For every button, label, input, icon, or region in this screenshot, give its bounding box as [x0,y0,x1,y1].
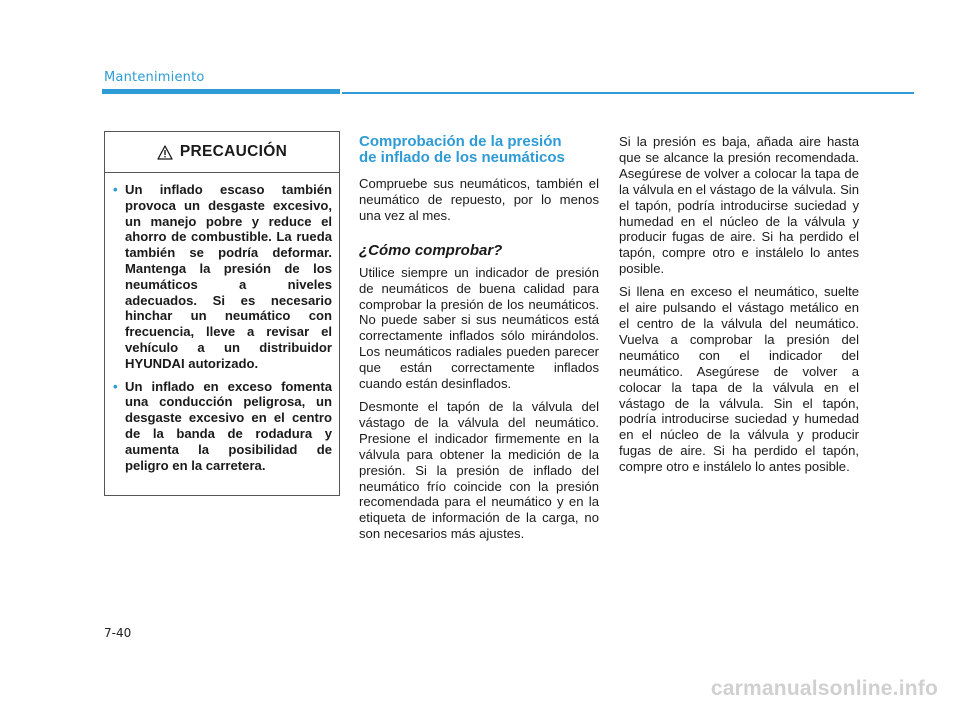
header-rule-thin [342,92,914,94]
bullet-icon: • [113,182,118,197]
paragraph: Utilice siempre un indicador de presión de neumáticos de buena calidad para comprobar la presión de los neumáticos. No puede saber si sus neumáticos está correctamente inflados sólo mirándolos. Los neumáticos radiales pueden parecer que están correctamente inflados cuando están desinflados. [359,264,599,392]
list-item [113,379,332,474]
paragraph: Si llena en exceso el neumático, suelte el aire pulsando el vástago metálico en el centro de la válvula del neumático. Vuelva a comprobar la presión del neumático con el indicador del neumático. Asegúrese de volver a colocar la tapa de la válvula en el vástago de la válvula. Sin el tapón, podría introducirse suciedad y humedad en el núcleo de la válvula y producir fugas de aire. Si ha perdido el tapón, compre otro e instálelo lo antes posible. [619,284,859,475]
section-heading-line2: de inflado de los neumáticos [359,149,565,166]
caution-list [105,173,339,473]
caution-title: PRECAUCIÓN [179,143,288,160]
caution-box [104,131,340,496]
bullet-icon: • [113,378,118,394]
section-title: Mantenimiento [104,70,205,85]
intro-paragraph: Compruebe sus neumáticos, también el neumático de repuesto, por lo menos una vez al mes. [359,176,599,223]
caution-item-text: Un inflado escaso también provoca un desgaste excesivo, un manejo pobre y reduce el ahorro de combustible. La rueda también se podría deformar. Mantenga la presión de los neumáticos a niveles adecuados. Si es necesario hinchar un neumático con frecuencia, lleve a revisar el vehículo a un distribuidor HYUNDAI autorizado. [125,182,332,371]
section-heading-line1: Comprobación de la presión [359,133,562,150]
middle-column [359,134,599,549]
page-number: 7-40 [104,626,132,640]
list-item [113,182,332,372]
caution-item-text: Un inflado en exceso fomenta una conducción peligrosa, un desgaste excesivo en el centro de la banda de rodadura y aumenta la posibilidad de peligro en la carretera. [125,378,332,473]
right-column [619,134,859,482]
paragraph: Desmonte el tapón de la válvula del vástago de la válvula del neumático. Presione el indicador firmemente en la válvula para obtener la medición de la presión. Si la presión de inflado del neumático frío coincide con la presión recomendada para el neumático y en la etiqueta de información de la carga, no son necesarios más ajustes. [359,398,599,542]
warning-triangle-icon [157,145,173,160]
caution-header [105,132,339,173]
section-heading [359,134,599,166]
header-rule-thick [102,89,340,94]
sub-heading: ¿Cómo comprobar? [359,241,503,259]
watermark: carmanualsonline.info [710,677,938,700]
paragraph: Si la presión es baja, añada aire hasta que se alcance la presión recomendada. Asegúrese de volver a colocar la tapa de la válvula en el vástago de la válvula. Sin el tapón, podría introducirse suciedad y humedad en el núcleo de la válvula y producir fugas de aire. Si ha perdido el tapón, compre otro e instálelo lo antes posible. [619,134,859,277]
